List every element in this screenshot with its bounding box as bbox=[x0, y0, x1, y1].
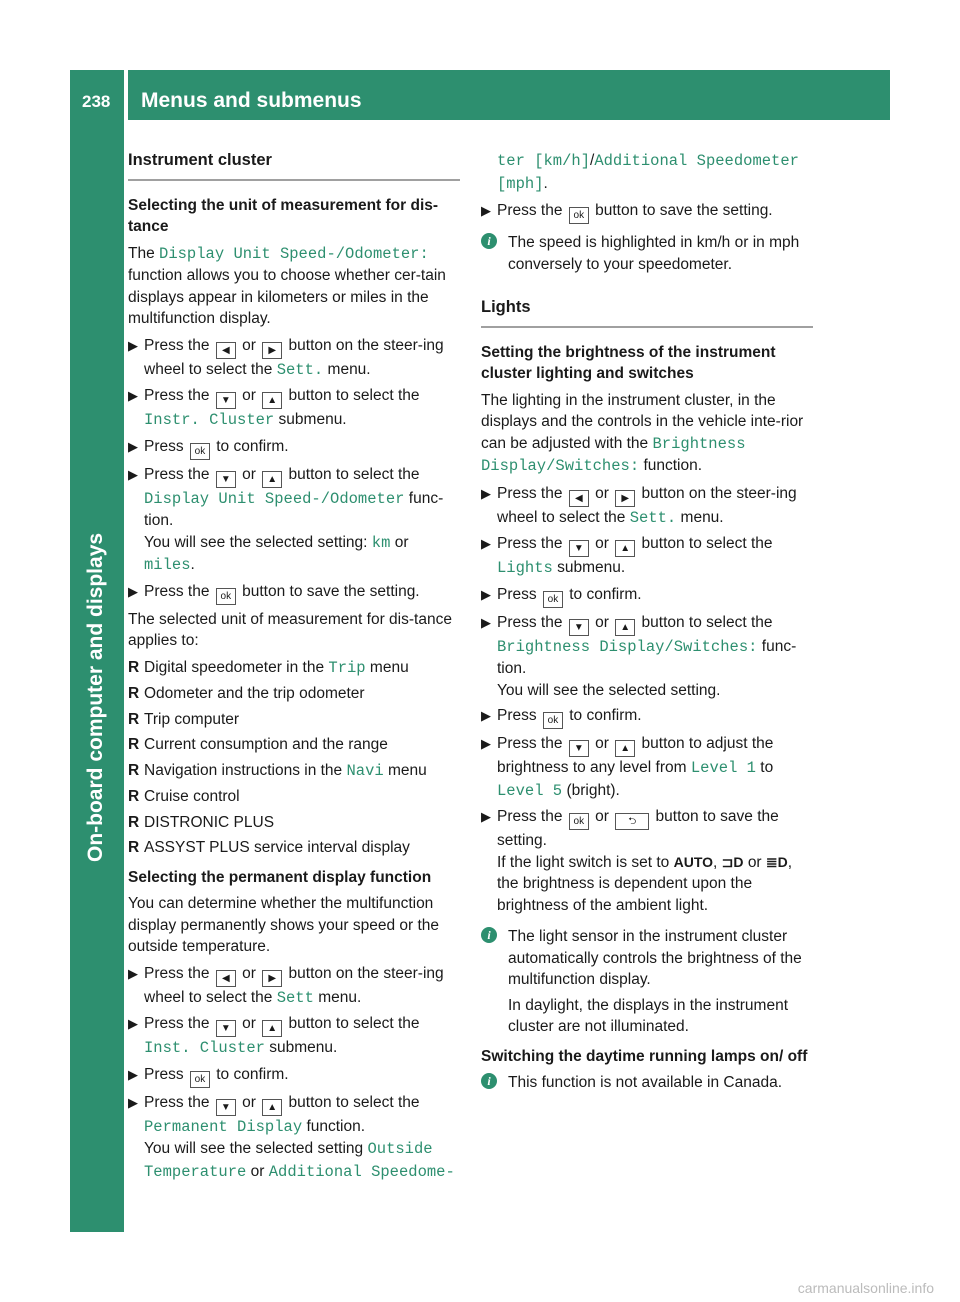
down-button-icon: ▼ bbox=[569, 740, 589, 757]
step bbox=[128, 464, 460, 577]
low-beam-icon: ≣D bbox=[765, 853, 788, 870]
display-text: Display Unit Speed-/Odometer bbox=[144, 489, 405, 508]
bullet-icon: R bbox=[128, 788, 140, 805]
ok-button-icon: ok bbox=[190, 443, 210, 460]
text: or bbox=[595, 484, 609, 502]
text: Odometer and the trip odometer bbox=[144, 685, 365, 702]
up-button-icon: ▲ bbox=[615, 740, 635, 757]
display-text: Brightness Display/Switches: bbox=[481, 434, 746, 475]
text: or bbox=[250, 1162, 265, 1180]
text: You will see the selected setting: bbox=[144, 533, 368, 551]
text: Press the bbox=[497, 808, 563, 825]
text: to confirm. bbox=[569, 707, 642, 724]
step-arrow-icon: ▶ bbox=[128, 965, 138, 981]
step-arrow-icon: ▶ bbox=[481, 708, 491, 723]
list-item bbox=[128, 657, 460, 680]
text: submenu. bbox=[557, 559, 626, 576]
text: You will see the selected setting. bbox=[497, 681, 721, 699]
subheading: Selecting the permanent display function bbox=[128, 868, 432, 886]
display-text: Trip bbox=[328, 658, 366, 677]
down-button-icon: ▼ bbox=[216, 471, 236, 488]
step-arrow-icon: ▶ bbox=[128, 337, 138, 353]
display-text: ter [km/h] bbox=[497, 152, 591, 170]
text: Cruise control bbox=[144, 788, 240, 805]
text: button to save the setting. bbox=[497, 808, 779, 849]
chapter-title: On-board computer and displays bbox=[84, 532, 107, 862]
ok-button-icon: ok bbox=[569, 207, 589, 224]
text: menu. bbox=[318, 988, 362, 1006]
text: If the light switch is set to bbox=[497, 853, 670, 871]
list-item bbox=[128, 709, 460, 731]
display-text: Level 1 bbox=[690, 759, 756, 777]
text: Press bbox=[144, 437, 184, 455]
text: Press bbox=[144, 1065, 184, 1083]
step-arrow-icon: ▶ bbox=[128, 583, 138, 599]
step-arrow-icon: ▶ bbox=[128, 388, 138, 403]
watermark: carmanualsonline.info bbox=[797, 1280, 934, 1296]
info-note bbox=[481, 1072, 813, 1094]
ok-button-icon: ok bbox=[543, 712, 563, 729]
display-text: Instr. Cluster bbox=[144, 411, 275, 429]
up-button-icon: ▲ bbox=[615, 540, 635, 557]
step bbox=[481, 612, 813, 702]
text: button on the steer-ing wheel to select the bbox=[144, 336, 444, 378]
text: function allows you to choose whether cer-tain displays appear in kilometers or miles in the multifunction display. bbox=[128, 267, 446, 327]
text: or bbox=[242, 1015, 256, 1032]
text: ASSYST PLUS service interval display bbox=[144, 839, 410, 856]
text: Press the bbox=[144, 387, 210, 404]
section-heading: Lights bbox=[481, 297, 813, 328]
left-column bbox=[128, 150, 460, 1187]
step bbox=[128, 385, 460, 432]
step-arrow-icon: ▶ bbox=[128, 1016, 138, 1031]
step bbox=[128, 963, 460, 1010]
text: button on the steer-ing wheel to select the bbox=[497, 484, 797, 526]
text: (bright). bbox=[566, 781, 620, 799]
text: or bbox=[595, 808, 609, 825]
left-button-icon: ◀ bbox=[216, 342, 236, 359]
display-text: Sett bbox=[276, 988, 314, 1007]
text: button to select the bbox=[288, 1093, 420, 1111]
text: or bbox=[242, 465, 256, 483]
text: Press the bbox=[497, 535, 563, 552]
subheading: Switching the daytime running lamps on/ off bbox=[481, 1047, 808, 1065]
up-button-icon: ▲ bbox=[262, 471, 282, 488]
step bbox=[481, 200, 813, 224]
info-icon: i bbox=[481, 927, 497, 943]
text: Press the bbox=[144, 1015, 210, 1032]
text: or bbox=[242, 1093, 256, 1111]
display-text: Brightness Display/Switches: bbox=[497, 637, 758, 656]
bullet-icon: R bbox=[128, 736, 140, 753]
step bbox=[128, 1013, 460, 1060]
bullet-icon: R bbox=[128, 685, 140, 702]
step bbox=[481, 533, 813, 580]
right-button-icon: ▶ bbox=[615, 490, 635, 507]
info-note bbox=[481, 232, 813, 275]
text: or bbox=[242, 387, 256, 404]
display-text: Level 5 bbox=[497, 781, 563, 800]
step bbox=[481, 705, 813, 729]
step-arrow-icon: ▶ bbox=[481, 809, 491, 824]
text: button to select the bbox=[288, 465, 420, 483]
text: or bbox=[242, 964, 256, 982]
down-button-icon: ▼ bbox=[569, 540, 589, 557]
left-button-icon: ◀ bbox=[216, 970, 236, 987]
info-icon: i bbox=[481, 1073, 497, 1089]
step bbox=[128, 1092, 460, 1184]
paragraph: You can determine whether the multifunction display permanently shows your speed or the outside temperature. bbox=[128, 895, 440, 955]
down-button-icon: ▼ bbox=[216, 1020, 236, 1037]
step-arrow-icon: ▶ bbox=[481, 485, 491, 501]
text: Press bbox=[497, 707, 537, 724]
display-text: Display Unit Speed-/Odometer: bbox=[159, 244, 429, 263]
text: button to select the bbox=[641, 613, 773, 631]
step-arrow-icon: ▶ bbox=[481, 736, 491, 751]
text: button to save the setting. bbox=[595, 202, 773, 219]
text: Press the bbox=[144, 582, 210, 600]
display-text: km bbox=[371, 533, 391, 552]
text: submenu. bbox=[269, 1039, 338, 1056]
text: button to select the bbox=[641, 535, 773, 552]
text: Press the bbox=[497, 484, 563, 502]
up-button-icon: ▲ bbox=[615, 619, 635, 636]
step bbox=[481, 584, 813, 608]
text: Press the bbox=[497, 735, 563, 752]
text: Press the bbox=[497, 613, 563, 631]
text: . bbox=[543, 174, 548, 192]
text: This function is not available in Canada. bbox=[508, 1074, 782, 1091]
ok-button-icon: ok bbox=[569, 813, 589, 830]
text: In daylight, the displays in the instrument cluster are not illuminated. bbox=[508, 996, 789, 1035]
paragraph bbox=[481, 150, 813, 195]
text: menu bbox=[369, 658, 409, 676]
text: to bbox=[760, 759, 774, 776]
display-text: Outside Temperature bbox=[144, 1140, 433, 1181]
step bbox=[481, 483, 813, 530]
up-button-icon: ▲ bbox=[262, 1020, 282, 1037]
text: The bbox=[128, 244, 155, 262]
text: Press the bbox=[144, 336, 210, 354]
text: Digital speedometer in the bbox=[144, 658, 325, 676]
back-button-icon: ⮌ bbox=[615, 813, 649, 830]
text: menu. bbox=[680, 508, 724, 526]
display-text: Inst. Cluster bbox=[144, 1039, 265, 1057]
text: The light sensor in the instrument cluster automatically controls the brightness of the multifunction display. bbox=[508, 928, 802, 988]
text: button to save the setting. bbox=[242, 582, 420, 600]
info-note bbox=[481, 926, 813, 1038]
text: or bbox=[595, 535, 609, 552]
text: or bbox=[595, 735, 609, 752]
text: The speed is highlighted in km/h or in mph conversely to your speedometer. bbox=[508, 234, 800, 273]
section-heading: Instrument cluster bbox=[128, 150, 460, 181]
text: or bbox=[595, 613, 609, 631]
text: func-tion. bbox=[497, 637, 797, 677]
left-button-icon: ◀ bbox=[569, 490, 589, 507]
down-button-icon: ▼ bbox=[216, 1099, 236, 1116]
text: Trip computer bbox=[144, 710, 240, 728]
step-arrow-icon: ▶ bbox=[481, 614, 491, 630]
text: menu bbox=[388, 761, 427, 779]
right-button-icon: ▶ bbox=[262, 342, 282, 359]
text: func-tion. bbox=[144, 489, 444, 529]
info-icon: i bbox=[481, 233, 497, 249]
right-column bbox=[481, 150, 813, 1102]
step bbox=[481, 806, 813, 916]
text: menu. bbox=[327, 360, 371, 378]
list-item bbox=[128, 812, 460, 834]
text: Press bbox=[497, 585, 537, 603]
down-button-icon: ▼ bbox=[216, 392, 236, 409]
text: Navigation instructions in the bbox=[144, 761, 343, 779]
text: The lighting in the instrument cluster, in the displays and the controls in the vehicle inte-rior can be adjusted with the bbox=[481, 391, 804, 452]
bullet-icon: R bbox=[128, 658, 140, 676]
step-arrow-icon: ▶ bbox=[128, 1094, 138, 1110]
step bbox=[128, 1064, 460, 1088]
text: / bbox=[590, 152, 595, 169]
text: Current consumption and the range bbox=[144, 736, 388, 753]
display-text: miles bbox=[144, 556, 191, 574]
text: Press the bbox=[144, 465, 210, 483]
text: to confirm. bbox=[216, 1065, 289, 1083]
ok-button-icon: ok bbox=[190, 1071, 210, 1088]
paragraph: The selected unit of measurement for dis-tance applies to: bbox=[128, 610, 452, 649]
text: or bbox=[242, 336, 256, 354]
list-item bbox=[128, 683, 460, 705]
bullet-icon: R bbox=[128, 710, 140, 728]
bullet-icon: R bbox=[128, 839, 140, 856]
page-number: 238 bbox=[82, 92, 111, 111]
display-text: Permanent Display bbox=[144, 1117, 303, 1136]
list-item bbox=[128, 734, 460, 756]
step-arrow-icon: ▶ bbox=[128, 1066, 138, 1082]
text: Press the bbox=[144, 1093, 210, 1111]
step bbox=[128, 581, 460, 605]
text: button to adjust the brightness to any level from bbox=[497, 735, 774, 776]
step bbox=[128, 335, 460, 382]
text: button on the steer-ing wheel to select the bbox=[144, 964, 444, 1006]
display-text: Navi bbox=[346, 761, 384, 780]
text: to confirm. bbox=[569, 585, 642, 603]
up-button-icon: ▲ bbox=[262, 1099, 282, 1116]
list-item bbox=[128, 837, 460, 859]
bullet-icon: R bbox=[128, 761, 140, 779]
text: DISTRONIC PLUS bbox=[144, 813, 275, 831]
right-button-icon: ▶ bbox=[262, 970, 282, 987]
paragraph bbox=[128, 243, 460, 330]
display-text: Sett. bbox=[276, 360, 324, 379]
subheading: Setting the brightness of the instrument cluster lighting and switches bbox=[481, 343, 776, 382]
list-item bbox=[128, 760, 460, 783]
text: . bbox=[190, 556, 195, 573]
down-button-icon: ▼ bbox=[569, 619, 589, 636]
text: , bbox=[713, 853, 718, 871]
text: or bbox=[747, 853, 762, 871]
auto-light-icon: AUTO bbox=[673, 853, 714, 870]
step bbox=[128, 436, 460, 460]
bullet-icon: R bbox=[128, 813, 140, 831]
text: function. bbox=[643, 457, 703, 474]
step-arrow-icon: ▶ bbox=[481, 536, 491, 551]
text: to confirm. bbox=[216, 437, 289, 455]
step bbox=[481, 733, 813, 802]
display-text: Lights bbox=[497, 559, 553, 577]
paragraph bbox=[481, 390, 813, 478]
text: button to select the bbox=[288, 1015, 420, 1032]
step-arrow-icon: ▶ bbox=[481, 586, 491, 602]
up-button-icon: ▲ bbox=[262, 392, 282, 409]
subheading: Selecting the unit of measurement for dis-tance bbox=[128, 196, 439, 235]
step-arrow-icon: ▶ bbox=[128, 466, 138, 482]
text: , the brightness is dependent upon the brightness of the ambient light. bbox=[497, 853, 793, 914]
ok-button-icon: ok bbox=[543, 591, 563, 608]
display-text: Additional Speedometer [mph] bbox=[497, 152, 799, 193]
step-arrow-icon: ▶ bbox=[128, 438, 138, 454]
page-title: Menus and submenus bbox=[141, 89, 362, 112]
text: Press the bbox=[144, 964, 210, 982]
text: submenu. bbox=[278, 411, 347, 428]
header-divider bbox=[124, 70, 128, 120]
text: Press the bbox=[497, 202, 563, 219]
list-item bbox=[128, 786, 460, 808]
text: function. bbox=[306, 1117, 366, 1135]
display-text: Sett. bbox=[629, 508, 677, 527]
text: You will see the selected setting bbox=[144, 1140, 364, 1157]
parking-light-icon: ⊐D bbox=[721, 853, 744, 870]
text: or bbox=[394, 533, 409, 551]
ok-button-icon: ok bbox=[216, 588, 236, 605]
display-text: Additional Speedome- bbox=[268, 1162, 455, 1181]
text: button to select the bbox=[288, 387, 420, 404]
step-arrow-icon: ▶ bbox=[481, 203, 491, 218]
